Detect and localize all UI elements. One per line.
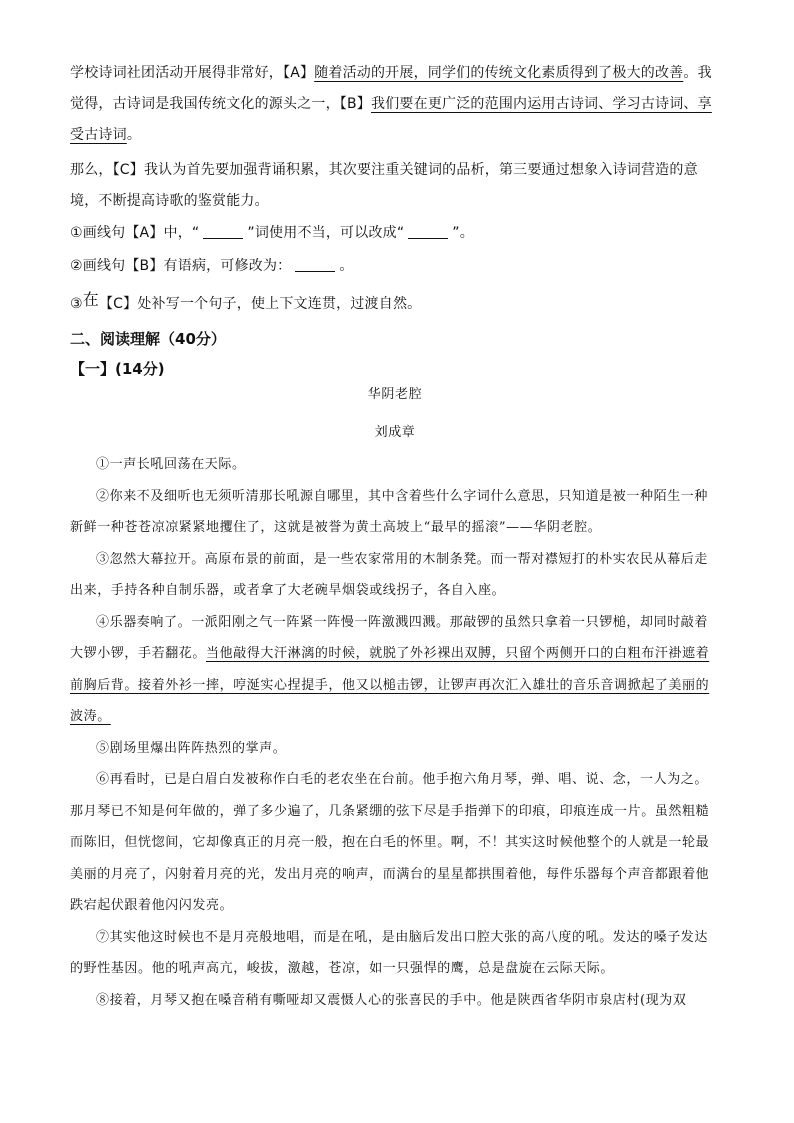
question-2-text: ②画线句【B】有语病，可修改为： (70, 258, 292, 274)
intro-paragraph-c: 那么，【C】我认为首先要加强背诵积累，其次要注重关键词的品析，第三要通过想象入诗词营造的意境，不断提高诗歌的鉴赏能力。 (70, 162, 698, 209)
article-body (70, 449, 720, 1016)
article-title: 华阴老腔 (367, 387, 423, 402)
question-1-text-end: ”。 (452, 225, 474, 241)
underlined-sentence-a: 随着活动的开展，同学们的传统文化素质得到了极大的改善 (314, 65, 684, 81)
article-paragraph-3: ③忽然大幕拉开。高原布景的前面，是一些农家常用的木制条凳。而一帮对襟短打的朴实农民从幕后走出来，手持各种自制乐器，或者拿了大老碗旱烟袋或线拐子，各自入座。 (70, 551, 709, 598)
article-paragraph-2: ②你来不及细听也无须听清那长吼源自哪里，其中含着些什么字词什么意思，只知道是被一种陌生一种新鲜一种苍苍凉凉紧紧地攫住了，这就是被誉为黄土高坡上“最早的摇滚”——华阴老腔。 (70, 488, 709, 535)
question-3-number: ③ (70, 296, 83, 312)
intro-text-2: 。我觉得，古诗词是我国传统文化的源头之一，【B】 (70, 65, 712, 112)
article-paragraph-7: ⑦其实他这时候也不是月亮般地唱，而是在吼，是由脑后发出口腔大张的高八度的吼。发达的嗓子发达的野性基因。他的吼声高亢，峻拔，激越，苍凉，如一只强悍的鹰，总是盘旋在云际天际。 (70, 929, 709, 976)
intro-text-1: 学校诗词社团活动开展得非常好，【A】 (70, 65, 315, 81)
paragraph-4-text: ④乐器奏响了。一派阳刚之气一阵紧一阵慢一阵激溅四溅。那敲锣的虽然只拿着一只锣槌，却同时敲着大锣小锣，手若翻花。 (70, 614, 709, 661)
question-2-text-end: 。 (339, 258, 354, 274)
paragraph-4-underlined: 当他敲得大汗淋漓的时候，就脱了外衫裸出双膊，只留个两侧开口的白粗布汗褂遮着前胸后背。接着外衫一摔，哼涎实心捏提手，他又以槌击锣，让锣声再次汇入雄壮的音乐音调掀起了美丽的波涛。 (70, 646, 710, 724)
subsection-heading: 【一】(14分) (70, 360, 165, 378)
question-3-char: 在 (82, 290, 99, 309)
question-3 (70, 287, 720, 320)
question-2 (70, 251, 720, 282)
article-paragraph-8: ⑧接着，月琴又抱在嗓音稍有嘶哑却又震慑人心的张喜民的手中。他是陕西省华阴市泉店村(现为双 (96, 992, 687, 1008)
article-author: 刘成章 (374, 425, 416, 440)
article-paragraph-4 (70, 607, 720, 733)
answer-blank-2[interactable] (295, 255, 335, 272)
question-1-text: ①画线句【A】中，“ (70, 225, 200, 241)
question-3-text: 【C】处补写一个句子，使上下文连贯，过渡自然。 (98, 296, 422, 312)
underlined-sentence-b: 我们要在更广泛的范围内运用古诗词、学习古诗词、享受古诗词 (70, 96, 712, 143)
article-paragraph-5: ⑤剧场里爆出阵阵热烈的掌声。 (96, 740, 287, 756)
answer-blank-1a[interactable] (203, 222, 243, 239)
article-paragraph-6: ⑥再看时，已是白眉白发被称作白毛的老农坐在台前。他手抱六角月琴，弹、唱、说、念，一人为之。那月琴已不知是何年做的，弹了多少遍了，几条紧绷的弦下尽是手指弹下的印痕，印痕连成一片。虽然粗糙而陈旧，但恍惚间，它却像真正的月亮一般，抱在白毛的怀里。啊，不！其实这时候他整个的人就是一轮最美丽的月亮了，闪射着月亮的光，发出月亮的响声，而满台的星星都拱围着他，每件乐器每个声音都跟着他跌宕起伏跟着他闪闪发亮。 (70, 772, 710, 913)
answer-blank-1b[interactable] (408, 222, 448, 239)
intro-text-3: 。 (126, 127, 142, 143)
section-heading: 二、阅读理解（40分） (70, 330, 226, 348)
question-1 (70, 218, 720, 249)
article-paragraph-1: ①一声长吼回荡在天际。 (96, 457, 246, 472)
intro-paragraph (70, 58, 720, 151)
question-1-text-mid: ”词使用不当，可以改成“ (247, 225, 405, 241)
